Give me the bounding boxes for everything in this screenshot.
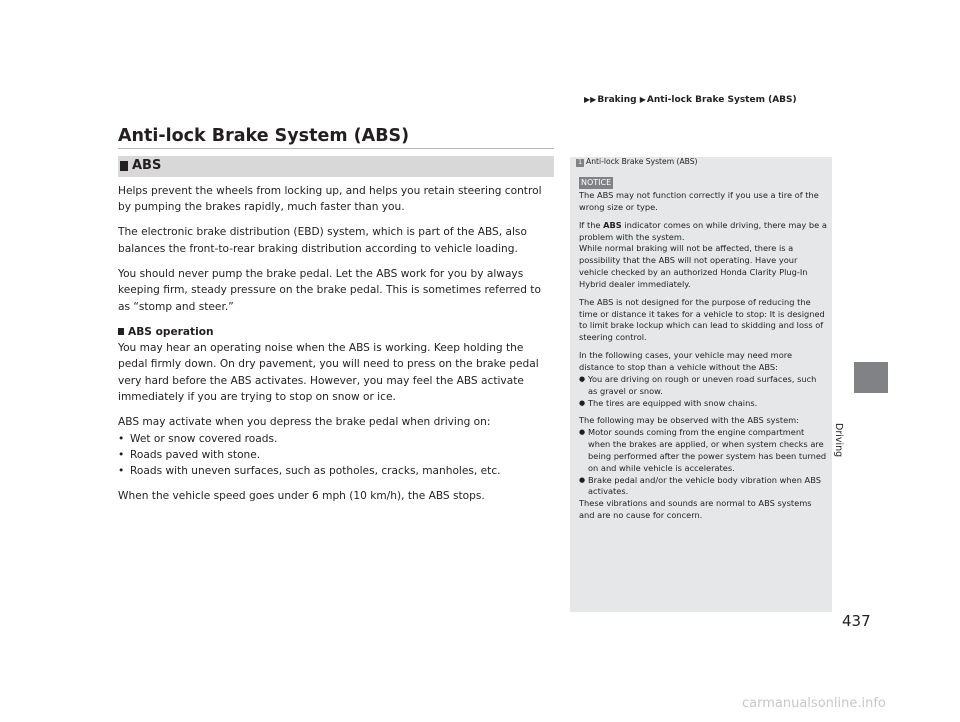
reference-number-icon: 1 [576,159,584,167]
sidebar-body [579,177,827,522]
list-item: ● The tires are equipped with snow chains. [579,398,827,410]
list-item: • Roads paved with stone. [118,447,556,463]
chapter-label: Driving [833,423,844,458]
section-heading: ABS [132,158,162,173]
paragraph: When the vehicle speed goes under 6 mph (10 km/h), the ABS stops. [118,490,485,503]
sidebar-paragraph: While normal braking will not be affected, there is a possibility that the ABS will not operating. Have your vehicle checked by an authorized Honda Clarity Plug-In Hybrid dealer immediately. [579,243,808,289]
breadcrumb-item-braking: Braking [597,95,637,105]
sidebar-title-text: Anti-lock Brake System (ABS) [586,157,698,166]
subsection-heading-text: ABS operation [128,325,214,338]
cases-list [579,374,827,410]
observations-list [579,427,827,498]
breadcrumb-arrow-icon: ▶▶ [584,95,597,104]
abs-text-post: indicator comes on while driving, there may be a problem with the system. [579,219,827,242]
subsection-heading [118,324,556,340]
watermark: carmanualsonline.info [742,696,886,711]
chapter-tab [854,362,888,393]
sidebar-paragraph: The following may be observed with the ABS system: [579,415,799,426]
sidebar-paragraph [579,220,827,244]
list-item: • Wet or snow covered roads. [118,431,556,447]
subsection-square-icon [118,328,124,335]
paragraph: You may hear an operating noise when the ABS is working. Keep holding the pedal firmly down. On dry pavement, you will need to press on the brake pedal very hard before the ABS activates. However, you may feel the ABS activate immediately if you are trying to stop on snow or ice. [118,342,539,404]
main-content [118,183,556,513]
title-divider [118,148,554,149]
sidebar-paragraph: The ABS is not designed for the purpose of reducing the time or distance it takes for a vehicle to stop: It is designed to limit brake lockup which can lead to skidding and loss of steering control. [579,296,825,343]
sidebar-title [576,157,698,167]
list-item: ● You are driving on rough or uneven road surfaces, such as gravel or snow. [579,374,827,398]
page-number: 437 [842,612,871,630]
paragraph: ABS may activate when you depress the brake pedal when driving on: [118,416,491,429]
paragraph: The electronic brake distribution (EBD) system, which is part of the ABS, also balances the front-to-rear braking distribution according to vehicle loading. [118,226,527,255]
notice-badge: NOTICE [581,178,612,187]
breadcrumb-item-abs: Anti-lock Brake System (ABS) [646,95,797,105]
breadcrumb-arrow-icon: ▶ [639,95,646,104]
abs-text-pre: If the [579,219,601,230]
section-header [118,156,554,177]
list-item: • Roads with uneven surfaces, such as potholes, cracks, manholes, etc. [118,463,556,479]
paragraph: Helps prevent the wheels from locking up, and helps you retain steering control by pumping the brakes rapidly, much faster than you. [118,185,542,214]
abs-indicator-label: ABS [603,219,622,230]
page-title: Anti-lock Brake System (ABS) [118,126,410,146]
list-item: ● Motor sounds coming from the engine compartment when the brakes are applied, or when system checks are being performed after the power system has been turned on and while vehicle is accelerates. [579,427,827,474]
breadcrumb [584,95,844,105]
sidebar-paragraph: These vibrations and sounds are normal to ABS systems and are no cause for concern. [579,498,812,521]
road-conditions-list [118,431,556,480]
section-square-icon [120,161,128,171]
paragraph: You should never pump the brake pedal. Let the ABS work for you by always keeping firm, steady pressure on the brake pedal. This is sometimes referred to as “stomp and steer.” [118,267,541,313]
sidebar-paragraph: In the following cases, your vehicle may need more distance to stop than a vehicle without the ABS: [579,350,793,372]
list-item: ● Brake pedal and/or the vehicle body vibration when ABS activates. [579,475,827,499]
sidebar-paragraph: The ABS may not function correctly if you use a tire of the wrong size or type. [579,190,819,212]
